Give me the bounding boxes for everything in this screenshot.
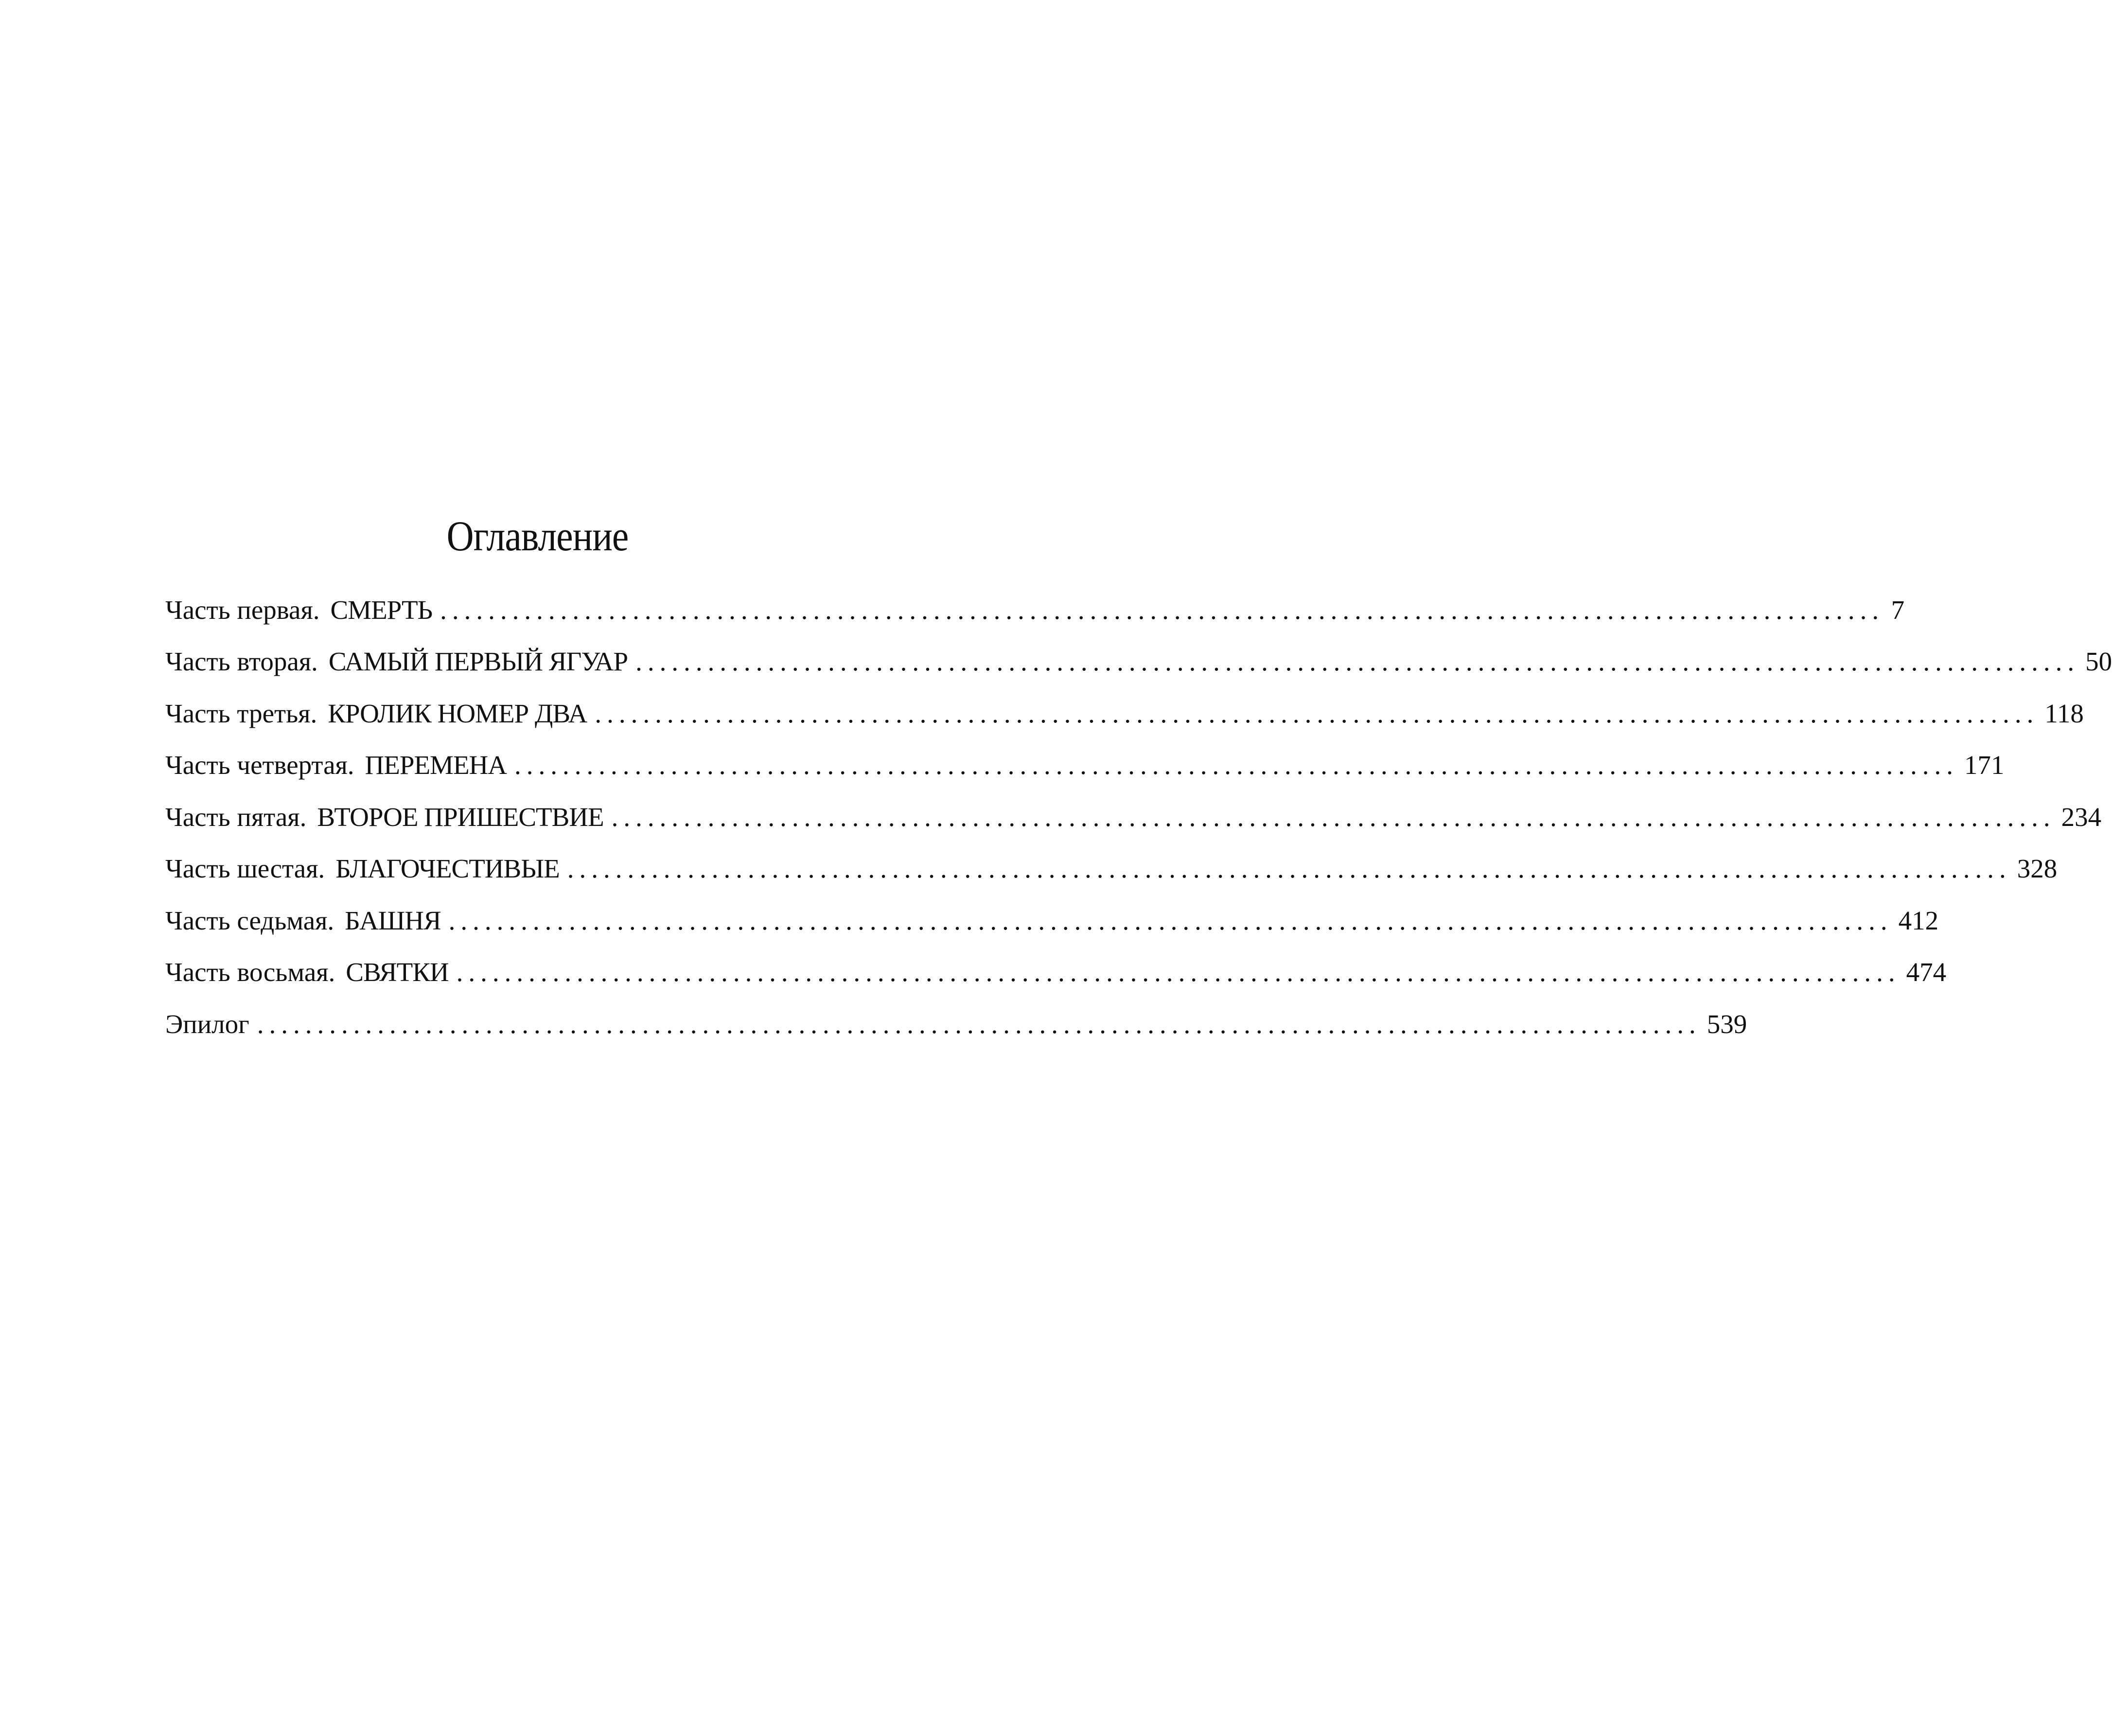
- dot-leader: ........................................................................................................................: [257, 1009, 1701, 1039]
- toc-part-label: Часть пятая.: [165, 802, 307, 832]
- toc-entry-part-5[interactable]: [165, 785, 2102, 837]
- toc-part-label: Часть седьмая.: [165, 905, 334, 935]
- toc-page-number: 234: [2061, 802, 2102, 832]
- table-of-contents: [165, 578, 2112, 1044]
- toc-entry-part-6[interactable]: [165, 837, 2058, 889]
- toc-part-name: ВТОРОЕ ПРИШЕСТВИЕ: [317, 802, 604, 832]
- toc-entry-part-4[interactable]: [165, 733, 2005, 785]
- toc-entry-epilogue[interactable]: [165, 992, 1747, 1044]
- toc-part-label: Эпилог: [165, 1009, 249, 1039]
- dot-leader: ........................................................................................................................: [448, 905, 1893, 935]
- toc-title: Оглавление: [446, 512, 629, 560]
- toc-part-label: Часть четвертая.: [165, 750, 354, 780]
- toc-part-name: САМЫЙ ПЕРВЫЙ ЯГУАР: [328, 647, 628, 676]
- toc-part-name: КРОЛИК НОМЕР ДВА: [328, 698, 587, 728]
- toc-page-number: 7: [1891, 595, 1905, 625]
- toc-page-number: 118: [2044, 698, 2084, 728]
- toc-part-name: СВЯТКИ: [346, 957, 449, 987]
- toc-entry-part-1[interactable]: [165, 578, 1905, 630]
- toc-part-label: Часть восьмая.: [165, 957, 335, 987]
- toc-part-name: ПЕРЕМЕНА: [365, 750, 507, 780]
- toc-part-name: БЛАГОЧЕСТИВЫЕ: [335, 854, 560, 883]
- toc-part-label: Часть вторая.: [165, 647, 318, 676]
- toc-page-number: 474: [1906, 957, 1947, 987]
- toc-part-name: СМЕРТЬ: [330, 595, 433, 625]
- toc-page-number: 412: [1898, 905, 1939, 935]
- toc-page-number: 171: [1964, 750, 2005, 780]
- toc-part-name: БАШНЯ: [345, 905, 441, 935]
- toc-page-number: 50: [2085, 647, 2112, 676]
- dot-leader: ........................................................................................................................: [611, 802, 2056, 832]
- dot-leader: ........................................................................................................................: [635, 647, 2080, 676]
- toc-entry-part-3[interactable]: [165, 681, 2084, 733]
- toc-page-number: 328: [2017, 854, 2058, 883]
- dot-leader: ........................................................................................................................: [514, 750, 1958, 780]
- dot-leader: ........................................................................................................................: [567, 854, 2011, 883]
- dot-leader: ........................................................................................................................: [595, 698, 2039, 728]
- toc-entry-part-2[interactable]: [165, 630, 2112, 682]
- toc-part-label: Часть первая.: [165, 595, 320, 625]
- toc-entry-part-8[interactable]: [165, 940, 1947, 992]
- toc-part-label: Часть шестая.: [165, 854, 325, 883]
- toc-entry-part-7[interactable]: [165, 888, 1939, 940]
- toc-part-label: Часть третья.: [165, 698, 317, 728]
- toc-page-number: 539: [1707, 1009, 1747, 1039]
- dot-leader: ........................................................................................................................: [456, 957, 1901, 987]
- dot-leader: ........................................................................................................................: [440, 595, 1884, 625]
